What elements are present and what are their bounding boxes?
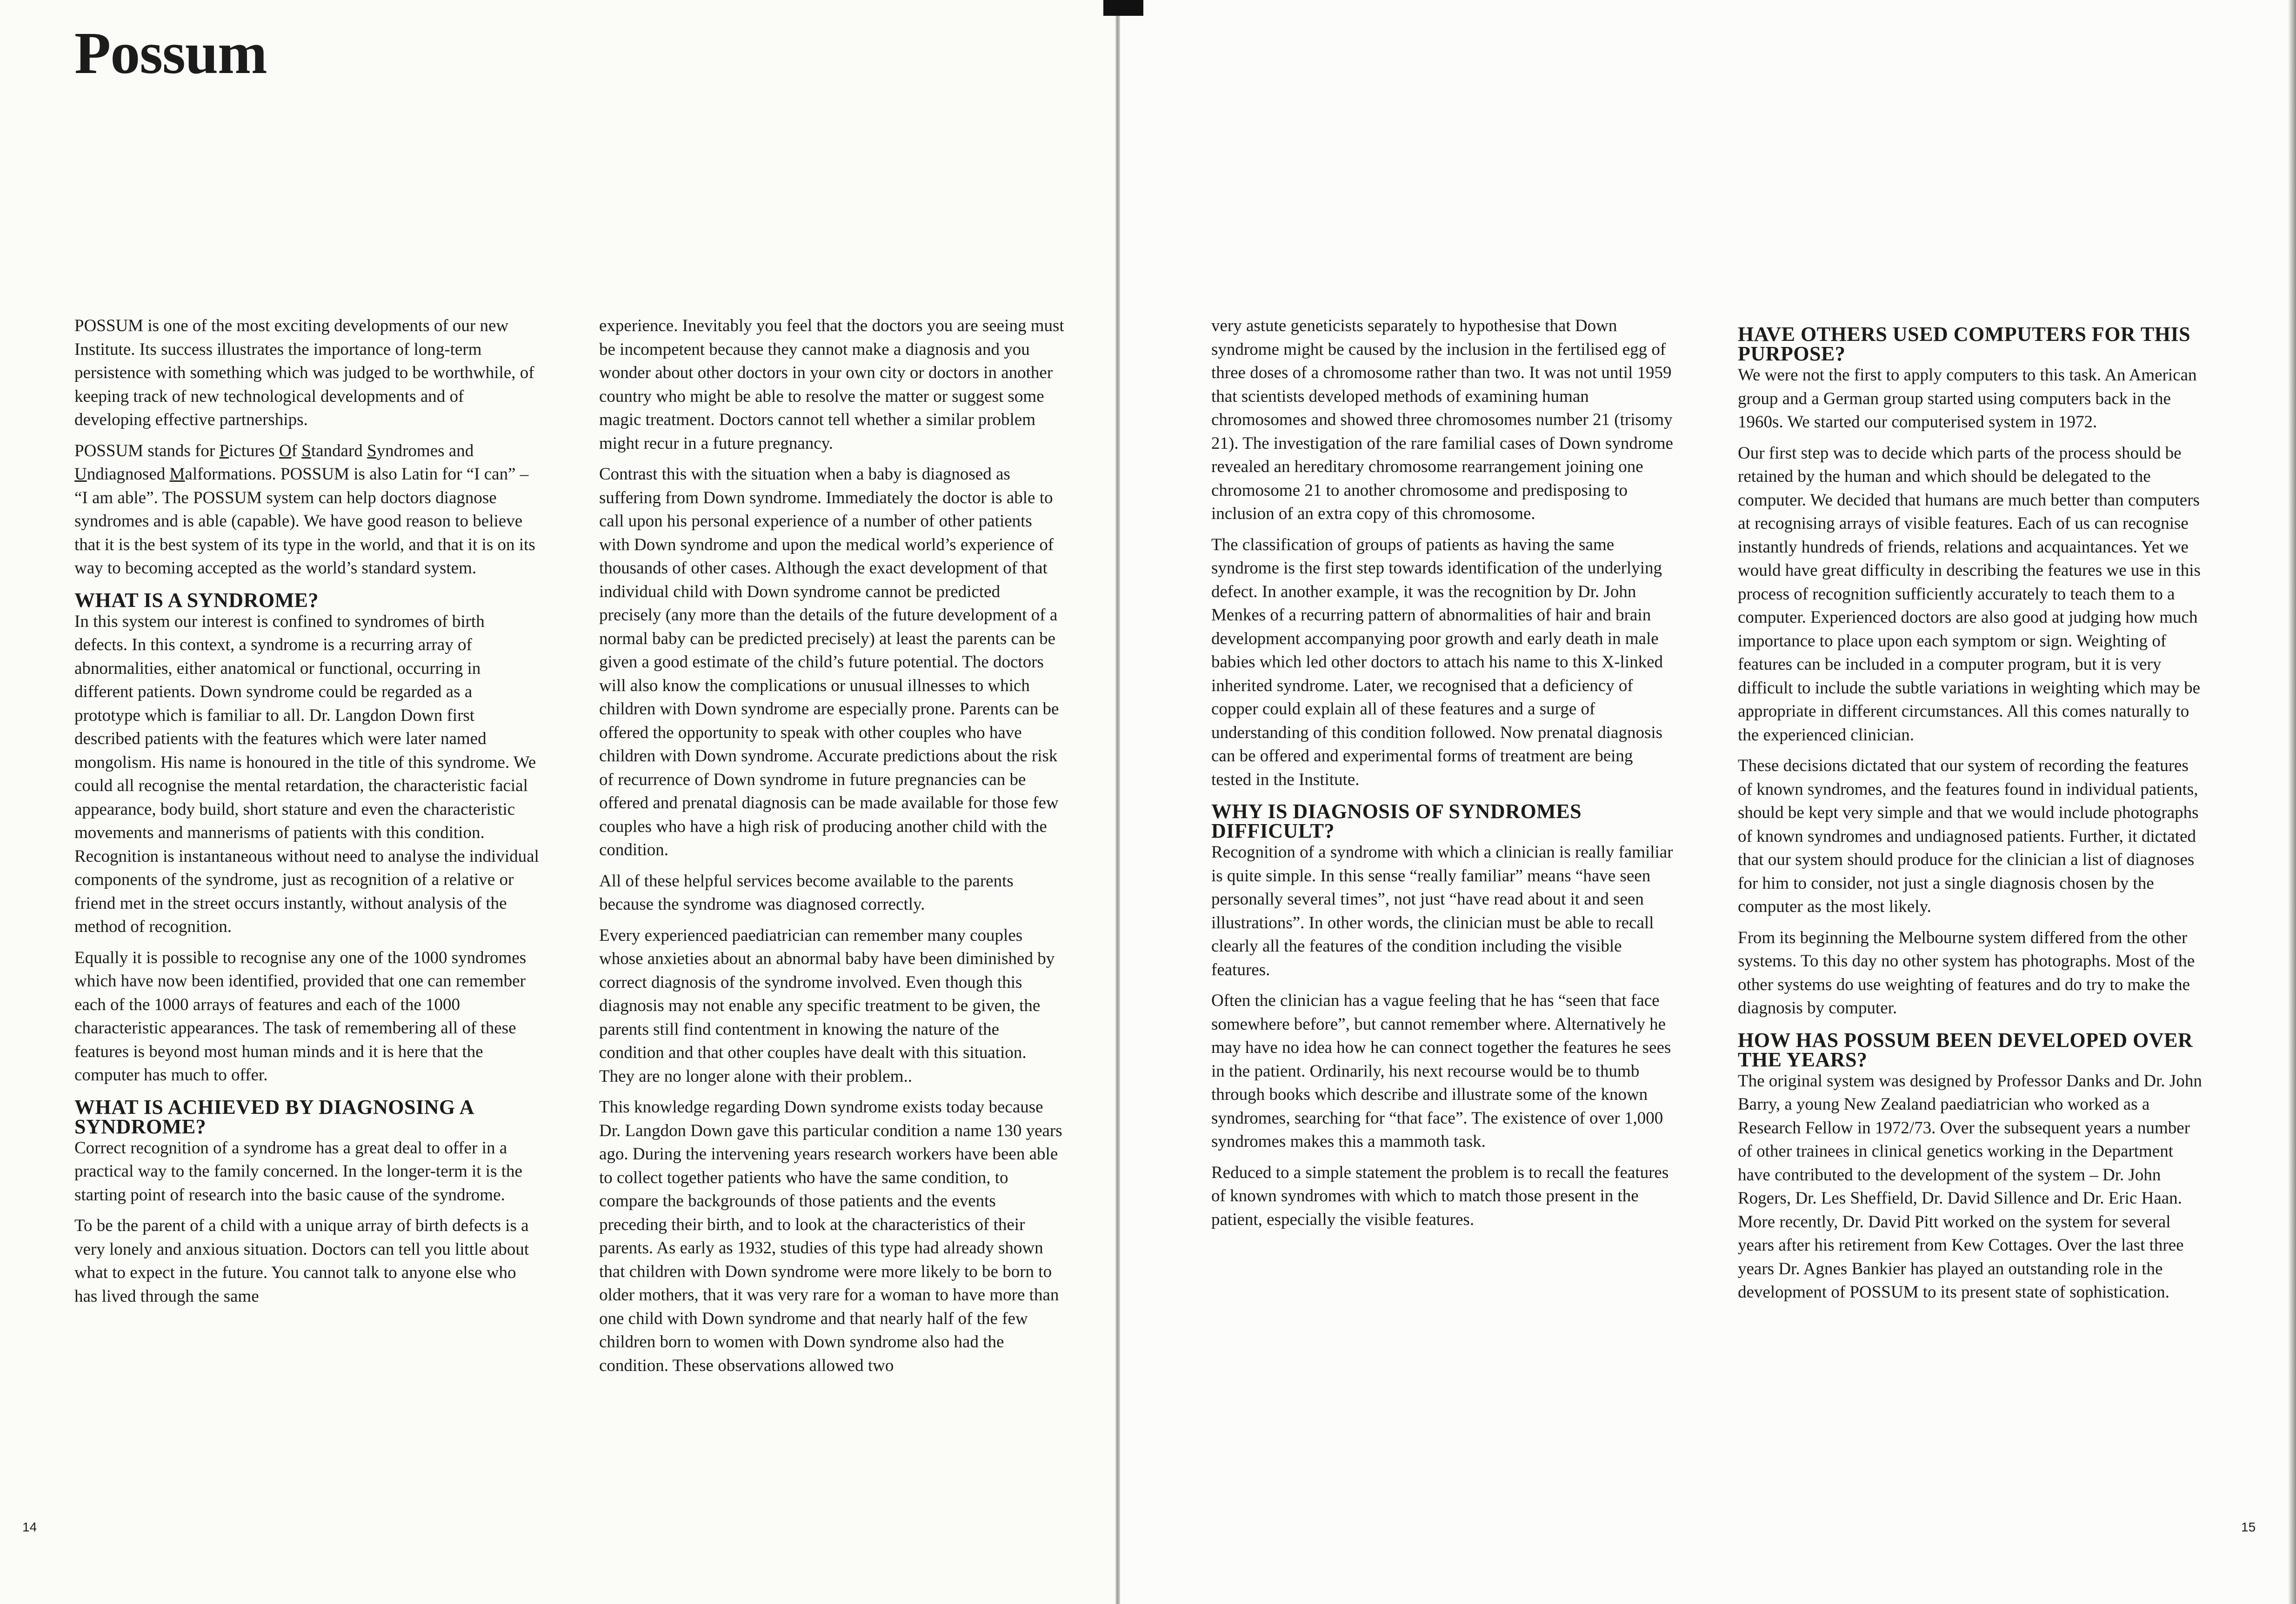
- section-heading: WHAT IS A SYNDROME?: [74, 588, 319, 612]
- paragraph: experience. Inevitably you feel that the doctors you are seeing must be incompetent because they cannot make a diagnosis and you wonder about other doctors in your own city or doctors in another country who might be able to resolve the matter or suggest some magic treatment. Doctors cannot tell whether a similar problem might recur in a future pregnancy.: [599, 316, 1064, 453]
- page-number-left: 14: [22, 1520, 37, 1534]
- paragraph: These decisions dictated that our system of recording the features of known syndromes, and the features found in individual patients, should be kept very simple and that we would include photographs of known syndromes and undiagnosed patients. Further, it dictated that our system should produce for the clinician a list of diagnoses for him to consider, not just a single diagnosis chosen by the computer as the most likely.: [1738, 756, 2199, 916]
- paragraph: Correct recognition of a syndrome has a great deal to offer in a practical way to the family concerned. In the longer-term it is the starting point of research into the basic cause of the syndrome.: [74, 1138, 522, 1205]
- paragraph: The classification of groups of patients as having the same syndrome is the first step towards identification of the underlying defect. In another example, it was the recognition by Dr. John Menkes of a recurring pattern of abnormalities of hair and brain development accompanying poor growth and early death in male babies which led other doctors to attach his name to this X-linked inherited syndrome. Later, we recognised that a deficiency of copper could explain all of these features and a surge of understanding of this condition followed. Now prenatal diagnosis can be offered and experimental forms of treatment are being tested in the Institute.: [1211, 535, 1663, 789]
- paragraph: Our first step was to decide which parts of the process should be retained by the human and which should be delegated to the computer. We decided that humans are much better than computers at recognising arrays of visible features. Each of us can recognise instantly hundreds of friends, relations and acquaintances. Yet we would have great difficulty in describing the features we use in this process of recognition sufficiently accurately to teach them to a computer. Experienced doctors are also good at judging how much importance to place upon each symptom or sign. Weighting of features can be included in a computer program, but it is very difficult to include the subtle variations in weighting which may be appropriate in different circumstances. All this comes naturally to the experienced clinician.: [1738, 443, 2201, 745]
- paragraph: Equally it is possible to recognise any one of the 1000 syndromes which have now been identified, provided that one can remember each of the 1000 arrays of features and each of the 1000 characteristic appearances. The task of remembering all of these features is beyond most human minds and it is here that the computer has much to offer.: [74, 948, 527, 1085]
- paragraph: To be the parent of a child with a unique array of birth defects is a very lonely and anxious situation. Doctors can tell you little about what to expect in the future. You cannot talk to anyone else who has lived through the same: [74, 1216, 529, 1306]
- paragraph: Often the clinician has a vague feeling that he has “seen that face somewhere before”, but cannot remember where. Alternatively he may have no idea how he can connect together the features he sees in the patient. Ordinarily, his next recourse would be to thumb through books which describe and illustrate some of the known syndromes, searching for “that face”. The existence of over 1,000 syndromes makes this a mammoth task.: [1211, 991, 1671, 1151]
- paragraph: All of these helpful services become available to the parents because the syndrome was diagnosed correctly.: [599, 871, 1014, 914]
- paragraph: The original system was designed by Professor Danks and Dr. John Barry, a young New Zealand paediatrician who worked as a Research Fellow in 1972/73. Over the subsequent years a number of other trainees in clinical genetics working in the Department have contributed to the development of the system – Dr. John Rogers, Dr. Les Sheffield, Dr. David Sillence and Dr. Eric Haan. More recently, Dr. David Pitt worked on the system for several years after his retirement from Kew Cottages. Over the last three years Dr. Agnes Bankier has played an outstanding role in the development of POSSUM to its present state of sophistication.: [1738, 1071, 2202, 1302]
- paragraph: From its beginning the Melbourne system differed from the other systems. To this day no other system has photographs. Most of the other systems do use weighting of features and do try to make the diagnosis by computer.: [1738, 928, 2195, 1018]
- paragraph: very astute geneticists separately to hypothesise that Down syndrome might be caused by the inclusion in the fertilised egg of three doses of a chromosome rather than two. It was not until 1959 that scientists developed methods of examining human chromosomes and showed three chromosomes number 21 (trisomy 21). The investigation of the rare familial cases of Down syndrome revealed an hereditary chromosome rearrangement joining one chromosome 21 to another chromosome and predisposing to inclusion of an extra copy of this chromosome.: [1211, 316, 1673, 523]
- page-title: Possum: [74, 20, 267, 86]
- paragraph: Every experienced paediatrician can remember many couples whose anxieties about an abnormal baby have been diminished by correct diagnosis of the syndrome involved. Even though this diagnosis may not enable any specific treatment to be given, the parents still find contentment in knowing the nature of the condition and that other couples have dealt with this situation. They are no longer alone with their problem..: [599, 925, 1055, 1086]
- page-number-right: 15: [2241, 1520, 2256, 1534]
- section-heading: HOW HAS POSSUM BEEN DEVELOPED OVER THE YEARS?: [1738, 1028, 2193, 1071]
- text-column-2: [599, 314, 1064, 1385]
- paragraph: Contrast this with the situation when a baby is diagnosed as suffering from Down syndrome. Immediately the doctor is able to call upon his personal experience of a number of other patients with Down syndrome and upon the medical world’s experience of thousands of other cases. Although the exact development of that individual child with Down syndrome cannot be predicted precisely (any more than the details of the future development of a normal baby can be predicted precisely) at least the parents can be given a good estimate of the child’s future potential. The doctors will also know the complications or unusual illnesses to which children with Down syndrome are especially prone. Parents can be offered the opportunity to speak with other couples who have children with Down syndrome. Accurate predictions about the risk of recurrence of Down syndrome in future pregnancies can be offered and prenatal diagnosis can be made available for those few couples who have a high risk of producing another child with the condition.: [599, 465, 1059, 859]
- paragraph: In this system our interest is confined to syndromes of birth defects. In this context, a syndrome is a recurring array of abnormalities, either anatomical or functional, occurring in different patients. Down syndrome could be regarded as a prototype which is familiar to all. Dr. Langdon Down first described patients with the features which were later named mongolism. His name is honoured in the title of this syndrome. We could all recognise the mental retardation, the characteristic facial appearance, body build, short stature and even the characteristic movements and mannerisms of patients with this condition. Recognition is instantaneous without need to analyse the individual components of the syndrome, just as recognition of a relative or friend met in the street occurs instantly, without analysis of the method of recognition.: [74, 612, 539, 936]
- left-page: [0, 0, 1116, 1604]
- paragraph: This knowledge regarding Down syndrome exists today because Dr. Langdon Down gave this particular condition a name 130 years ago. During the intervening years research workers have been able to collect together patients who have the same condition, to compare the backgrounds of those patients and the events preceding their birth, and to look at the characteristics of their parents. As early as 1932, studies of this type had already shown that children with Down syndrome were more likely to be born to older mothers, that it was very rare for a woman to have more than one child with Down syndrome and that nearly half of the few children born to women with Down syndrome also had the condition. These observations allowed two: [599, 1098, 1062, 1375]
- gutter-shadow: [1103, 0, 1143, 16]
- paragraph: Reduced to a simple statement the problem is to recall the features of known syndromes with which to match those present in the patient, especially the visible features.: [1211, 1163, 1669, 1229]
- paragraph: We were not the first to apply computers to this task. An American group and a German group started using computers back in the 1960s. We started our computerised system in 1972.: [1738, 366, 2197, 432]
- section-heading: WHY IS DIAGNOSIS OF SYNDROMES DIFFICULT?: [1211, 800, 1582, 842]
- text-column-4: [1738, 314, 2203, 1312]
- paragraph: Recognition of a syndrome with which a clinician is really familiar is quite simple. In this sense “really familiar” means “have seen personally several times”, not just “have read about it and seen illustrations”. In other words, the clinician must be able to recall clearly all the features of the condition including the visible features.: [1211, 843, 1673, 979]
- paragraph: POSSUM stands for Pictures Of Standard Syndromes and Undiagnosed Malformations. POSSUM is also Latin for “I can” – “I am able”. The POSSUM system can help doctors diagnose syndromes and is able (capable). We have good reason to believe that it is the best system of its type in the world, and that it is on its way to becoming accepted as the world’s standard system.: [74, 441, 535, 578]
- paragraph: POSSUM is one of the most exciting developments of our new Institute. Its success illustrates the importance of long-term persistence with something which was judged to be worthwhile, of keeping track of new technological developments and of developing effective partnerships.: [74, 316, 534, 429]
- page-edge-shadow: [2289, 0, 2296, 1604]
- text-column-1: [74, 314, 540, 1316]
- section-heading: WHAT IS ACHIEVED BY DIAGNOSING A SYNDROME?: [74, 1095, 474, 1138]
- section-heading: HAVE OTHERS USED COMPUTERS FOR THIS PURPOSE?: [1738, 323, 2191, 365]
- book-gutter: [1115, 0, 1120, 1604]
- text-column-3: [1211, 314, 1676, 1239]
